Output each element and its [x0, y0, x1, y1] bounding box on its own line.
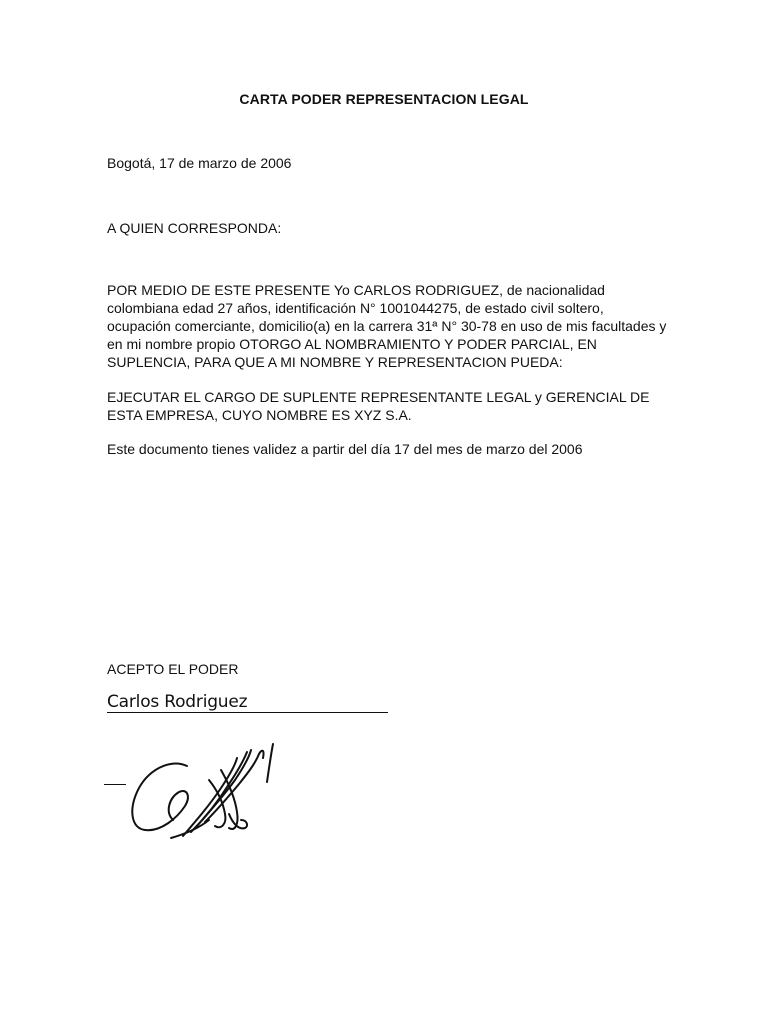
date-line: Bogotá, 17 de marzo de 2006 [107, 155, 292, 171]
handwritten-signature [125, 740, 290, 860]
salutation: A QUIEN CORRESPONDA: [107, 220, 282, 236]
power-of-attorney-paragraph: POR MEDIO DE ESTE PRESENTE Yo CARLOS RODRIGUEZ, de nacionalidad colombiana edad 27 años, identificación N° 1001044275, de estado civil soltero, ocupación comerciante, domicilio(a) en la carrera 31ª N° 30-78 en uso de mis facultades y en mi nombre propio OTORGO AL NOMBRAMIENTO Y PODER PARCIAL, EN SUPLENCIA, PARA QUE A MI NOMBRE Y REPRESENTACION PUEDA: [107, 282, 667, 370]
signer-name-line [107, 693, 388, 713]
document-title: CARTA PODER REPRESENTACION LEGAL [239, 91, 529, 107]
signature-dash [104, 784, 126, 785]
duties-paragraph: EJECUTAR EL CARGO DE SUPLENTE REPRESENTANTE LEGAL y GERENCIAL DE ESTA EMPRESA, CUYO NOMBRE ES XYZ S.A. [107, 389, 650, 423]
signer-name: Carlos Rodriguez [107, 692, 248, 712]
accept-label: ACEPTO EL PODER [107, 661, 239, 677]
validity-statement: Este documento tienes validez a partir del día 17 del mes de marzo del 2006 [107, 441, 583, 457]
